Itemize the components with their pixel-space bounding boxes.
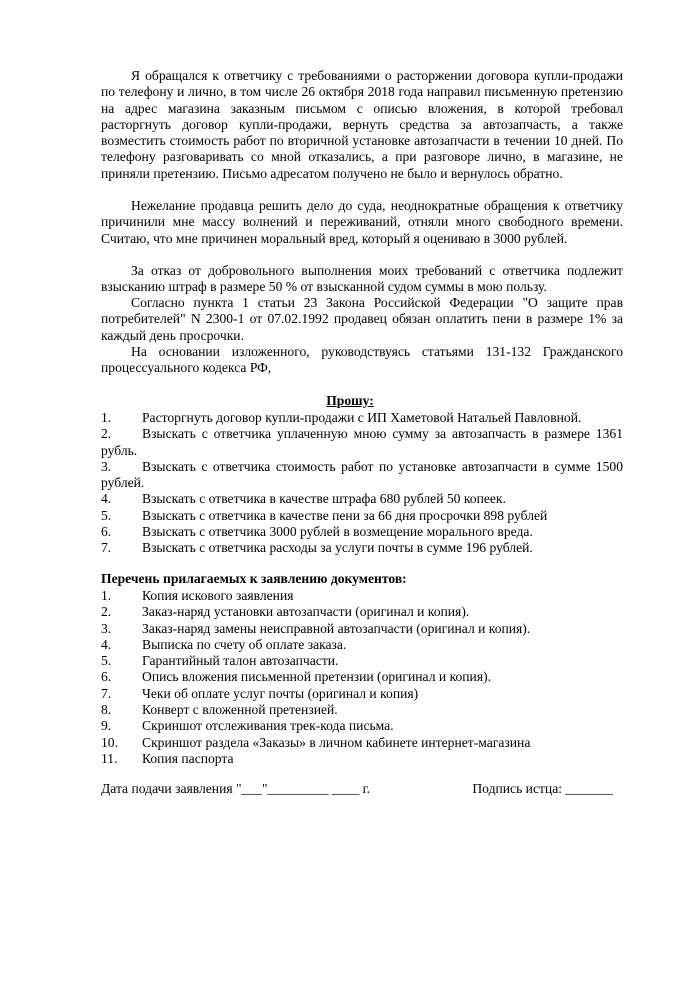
- filing-date-line: Дата подачи заявления "___"_________ ____ г.: [101, 781, 371, 796]
- plaintiff-signature-line: Подпись истца: _______: [472, 781, 613, 796]
- item-number: 4.: [101, 491, 112, 507]
- document-item: [101, 669, 623, 685]
- item-text: Копия искового заявления: [142, 588, 294, 603]
- item-number: 2.: [101, 604, 112, 620]
- documents-list: [101, 588, 623, 767]
- item-number: 3.: [101, 620, 112, 636]
- request-item: [101, 491, 623, 507]
- document-item: [101, 637, 623, 653]
- item-text: Гарантийный талон автозапчасти.: [142, 653, 339, 669]
- item-number: 8.: [101, 702, 112, 718]
- paragraph-fine: За отказ от добровольного выполнения моих требований с ответчика подлежит взысканию штраф в размере 50 % от взысканной судом суммы в мою пользу.: [101, 263, 623, 295]
- item-number: 2.: [101, 426, 112, 442]
- item-number: 4.: [101, 636, 112, 652]
- item-number: 7.: [101, 540, 112, 556]
- item-text: Расторгнуть договор купли-продажи с ИП Хаметовой Натальей Павловной.: [142, 410, 582, 425]
- document-item: [101, 653, 623, 669]
- item-text: Выписка по счету об оплате заказа.: [142, 636, 347, 652]
- item-text: Взыскать с ответчика в качестве пени за 66 дня просрочки 898 рублей: [142, 507, 548, 523]
- paragraph-legal-basis: На основании изложенного, руководствуясь статьями 131-132 Гражданского процессуального кодекса РФ,: [101, 344, 623, 376]
- documents-title: Перечень прилагаемых к заявлению документов:: [101, 571, 407, 586]
- document-item: [101, 735, 623, 751]
- item-number: 1.: [101, 410, 112, 425]
- document-item: [101, 718, 623, 734]
- item-text: Скриншот раздела «Заказы» в личном кабинете интернет-магазина: [142, 734, 531, 750]
- item-text: Взыскать с ответчика стоимость работ по установке автозапчасти в сумме 1500 рублей.: [101, 458, 623, 491]
- item-number: 10.: [101, 734, 118, 750]
- item-text: Опись вложения письменной претензии (оригинал и копия).: [142, 669, 492, 685]
- item-text: Заказ-наряд замены неисправной автозапчасти (оригинал и копия).: [142, 620, 531, 636]
- document-item: [101, 686, 623, 702]
- item-text: Чеки об оплате услуг почты (оригинал и копия): [142, 685, 419, 701]
- paragraph-moral-damage: Нежелание продавца решить дело до суда, неоднократные обращения к ответчику причинили мне массу волнений и переживаний, отняли много свободного времени. Считаю, что мне причинен моральный вред, который я оцениваю в 3000 рублей.: [101, 198, 623, 246]
- paragraph-penalty-law: Согласно пункта 1 статьи 23 Закона Российской Федерации "О защите прав потребителей" N 2300-1 от 07.02.1992 продавец обязан оплатить пени в размере 1% за каждый день просрочки.: [101, 295, 623, 343]
- item-text: Взыскать с ответчика уплаченную мною сумму за автозапчасть в размере 1361 рубль.: [101, 426, 623, 458]
- document-item: [101, 604, 623, 620]
- request-item: [101, 508, 623, 524]
- item-number: 1.: [101, 588, 112, 603]
- item-number: 3.: [101, 458, 112, 474]
- item-text: Скриншот отслеживания трек-кода письма.: [142, 718, 394, 734]
- request-item: [101, 410, 623, 426]
- item-number: 5.: [101, 653, 112, 669]
- request-heading: Прошу:: [326, 393, 374, 408]
- request-list: [101, 410, 623, 557]
- item-number: 11.: [101, 750, 118, 766]
- request-item: [101, 524, 623, 540]
- item-text: Копия паспорта: [142, 750, 234, 766]
- request-item: [101, 459, 623, 492]
- item-number: 6.: [101, 669, 112, 685]
- document-item: [101, 751, 623, 767]
- item-number: 5.: [101, 507, 112, 523]
- item-number: 6.: [101, 524, 112, 540]
- item-text: Взыскать с ответчика 3000 рублей в возмещение морального вреда.: [142, 524, 533, 540]
- document-item: [101, 588, 623, 604]
- item-text: Взыскать с ответчика в качестве штрафа 680 рублей 50 копеек.: [142, 491, 506, 507]
- document-item: [101, 702, 623, 718]
- item-text: Взыскать с ответчика расходы за услуги почты в сумме 196 рублей.: [142, 540, 533, 556]
- item-text: Конверт с вложенной претензией.: [142, 702, 338, 718]
- request-item: [101, 426, 623, 459]
- request-item: [101, 540, 623, 556]
- item-number: 7.: [101, 685, 112, 701]
- paragraph-claims-history: Я обращался к ответчику с требованиями о расторжении договора купли-продажи по телефону и лично, в том числе 26 октября 2018 года направил письменную претензию на адрес магазина заказным письмом с описью вложения, в которой требовал расторгнуть договор купли-продажи, вернуть средства за автозапчасть, а также возместить стоимость работ по вторичной установке автозапчасти в течении 10 дней. По телефону разговаривать со мной отказались, а при разговоре лично, в магазине, не приняли претензию. Письмо адресатом получено не было и вернулось обратно.: [101, 68, 623, 181]
- item-text: Заказ-наряд установки автозапчасти (оригинал и копия).: [142, 604, 470, 620]
- document-item: [101, 621, 623, 637]
- item-number: 9.: [101, 718, 112, 734]
